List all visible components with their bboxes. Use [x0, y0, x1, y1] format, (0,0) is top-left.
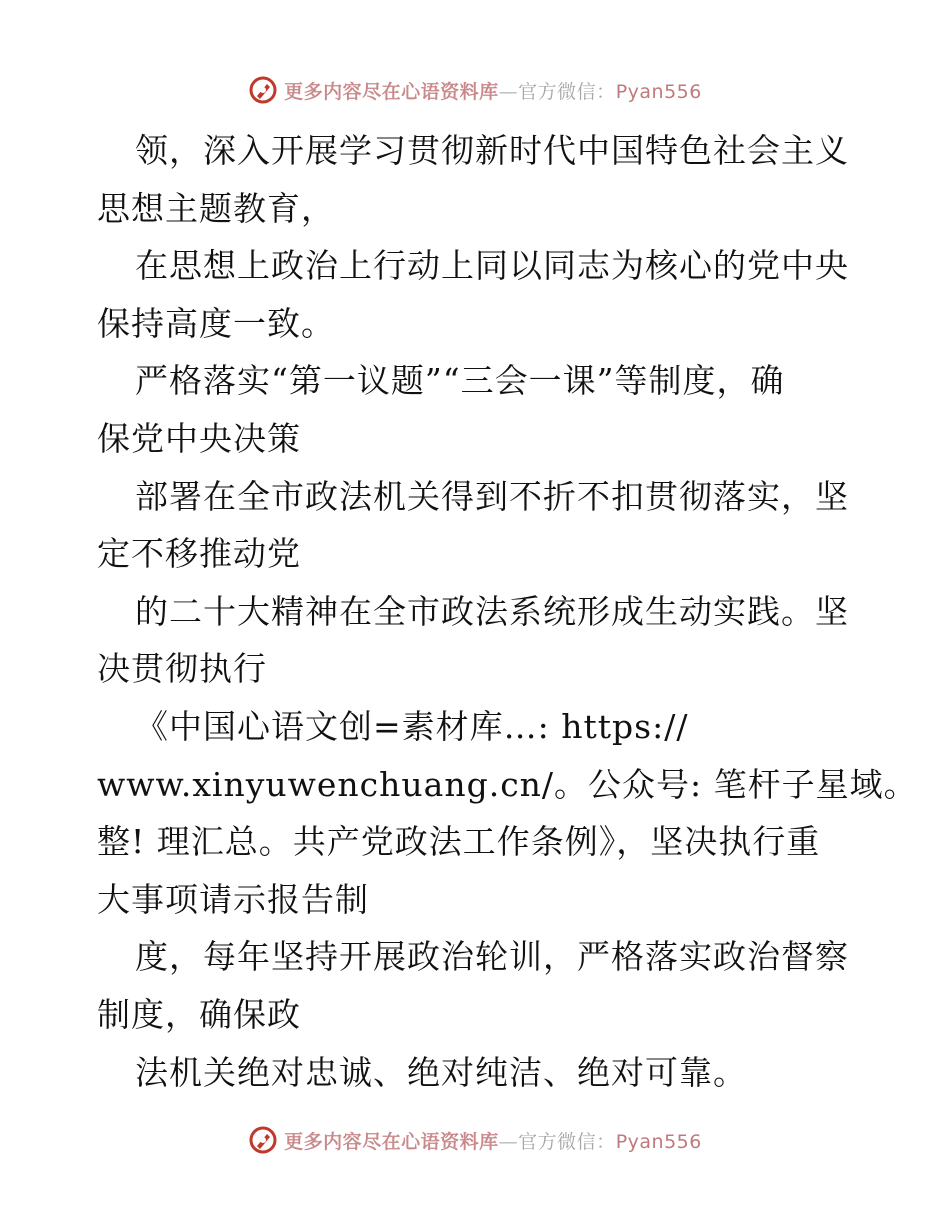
- footer-banner: [0, 1120, 950, 1160]
- header-official: 官方微信：: [518, 80, 616, 103]
- footer-text: [284, 1127, 702, 1154]
- text-line: 严格落实“第一议题”“三会一课”等制度，确: [135, 361, 785, 401]
- text-line: 法机关绝对忠诚、绝对纯洁、绝对可靠。: [135, 1052, 747, 1092]
- footer-wechat: Pyan556: [615, 1130, 702, 1153]
- text-line: 领，深入开展学习贯彻新时代中国特色社会主义: [135, 131, 849, 170]
- footer-separator: —: [498, 1130, 519, 1153]
- text-line: 《中国心语文创=素材库…: https://: [135, 706, 689, 746]
- header-brand: 更多内容尽在心语资料库: [284, 80, 499, 103]
- text-line: 的二十大精神在全市政法系统形成生动实践。坚: [135, 591, 849, 631]
- text-line: 制度，确保政: [97, 994, 301, 1034]
- text-line: 整! 理汇总。共产党政法工作条例》，坚决执行重: [97, 822, 821, 862]
- header-wechat: Pyan556: [615, 80, 702, 103]
- text-line: 度，每年坚持开展政治轮训，严格落实政治督察: [135, 937, 849, 977]
- text-line: 部署在全市政法机关得到不折不扣贯彻落实，坚: [135, 476, 849, 516]
- document-body: [97, 122, 918, 1101]
- text-line: 决贯彻执行: [97, 649, 267, 689]
- text-line: 定不移推动党: [97, 534, 301, 574]
- pen-logo-icon: [248, 1125, 278, 1155]
- header-banner: [0, 70, 950, 110]
- footer-brand: 更多内容尽在心语资料库: [284, 1130, 499, 1153]
- text-line: 保持高度一致。: [97, 303, 335, 343]
- footer-official: 官方微信：: [518, 1130, 616, 1153]
- text-line: 在思想上政治上行动上同以同志为核心的党中央: [135, 246, 849, 286]
- header-text: [284, 77, 702, 104]
- text-line: 大事项请示报告制: [97, 879, 369, 919]
- text-line: www.xinyuwenchuang.cn/。公众号: 笔杆子星域。: [97, 764, 918, 804]
- text-line: 思想主题教育，: [97, 188, 335, 228]
- pen-logo-icon: [248, 75, 278, 105]
- header-separator: —: [498, 80, 519, 103]
- text-line: 保党中央决策: [97, 418, 301, 458]
